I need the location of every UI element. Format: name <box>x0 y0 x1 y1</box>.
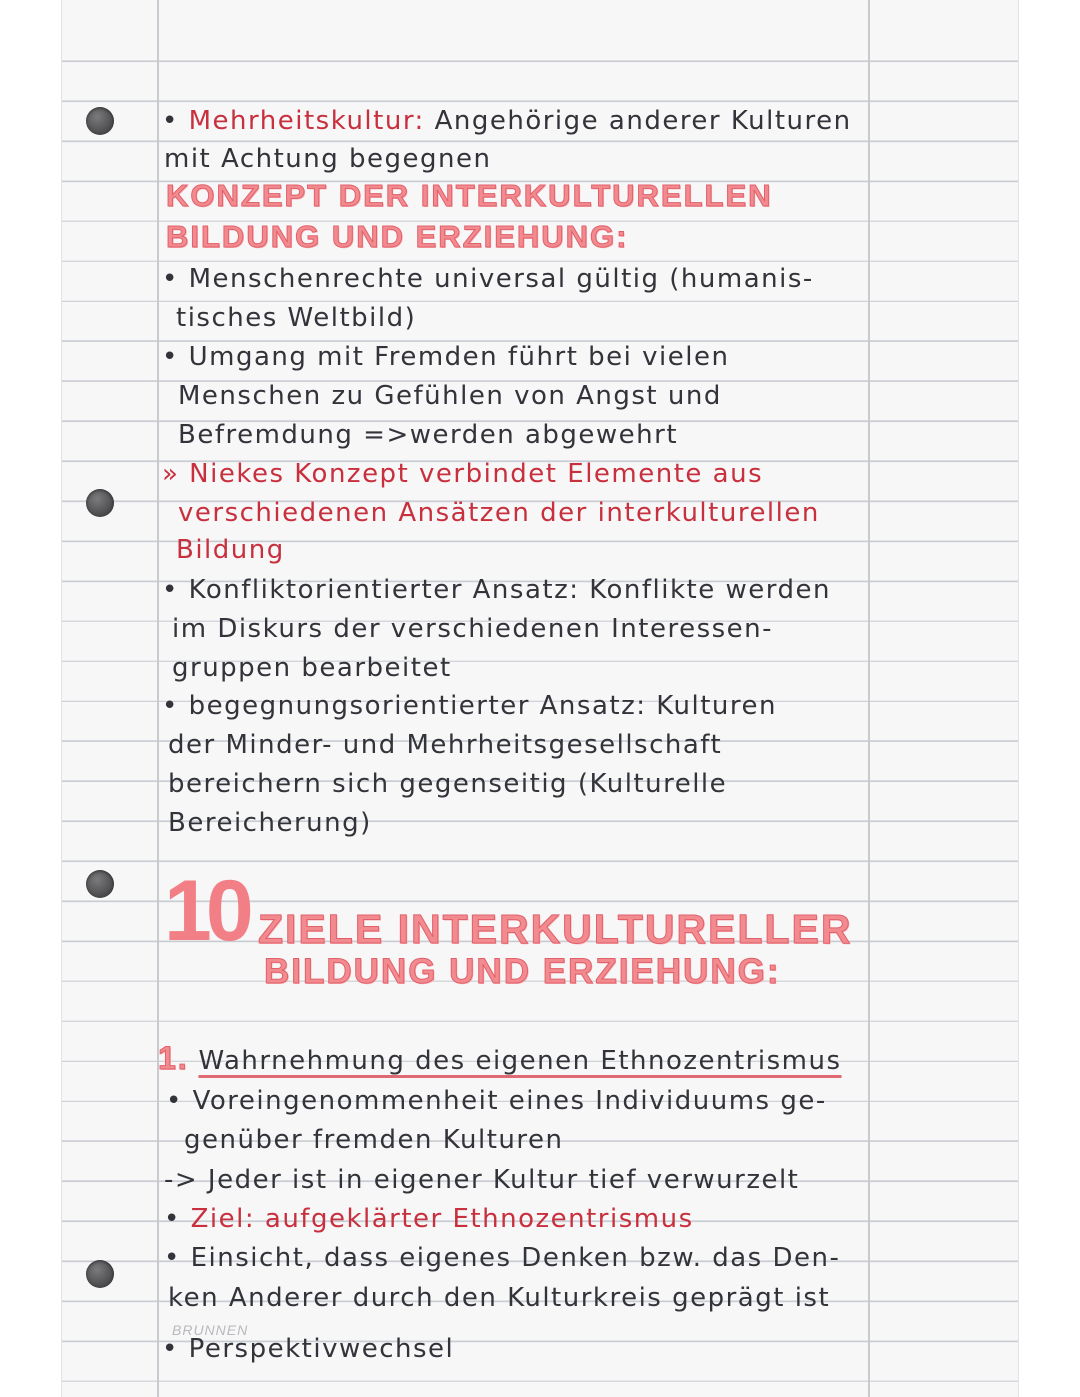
text-line: mit Achtung begegnen <box>164 144 492 174</box>
punch-hole <box>86 107 114 135</box>
subsection-title-text: Wahrnehmung des eigenen Ethnozentrismus <box>198 1046 842 1076</box>
text-line: • Mehrheitskultur: Angehörige anderer Kulturen <box>162 106 852 136</box>
text-line: bereichern sich gegenseitig (Kulturelle <box>168 769 728 799</box>
text-span: begegnungsorientierter Ansatz: Kulturen <box>188 691 777 721</box>
punch-hole <box>86 489 114 517</box>
subsection-title <box>158 1040 842 1077</box>
text-line: im Diskurs der verschiedenen Interessen- <box>172 614 774 644</box>
text-line: Menschen zu Gefühlen von Angst und <box>178 381 722 411</box>
left-margin-line <box>157 0 159 1397</box>
text-span: Ziel: aufgeklärter Ethnozentrismus <box>190 1204 694 1234</box>
punch-hole <box>86 870 114 898</box>
text-line: genüber fremden Kulturen <box>184 1125 564 1155</box>
section-heading: KONZEPT DER INTERKULTURELLEN <box>166 178 773 213</box>
text-span: Umgang mit Fremden führt bei vielen <box>188 342 730 372</box>
chapter-heading: BILDUNG UND ERZIEHUNG: <box>264 952 781 991</box>
right-margin-line <box>868 0 870 1397</box>
text-line: • Perspektivwechsel <box>162 1334 455 1364</box>
text-line: • Konfliktorientierter Ansatz: Konflikte werden <box>162 575 831 605</box>
brand-stamp: BRUNNEN <box>172 1322 249 1338</box>
text-line: gruppen bearbeitet <box>172 653 452 683</box>
text-line: • Umgang mit Fremden führt bei vielen <box>162 342 730 372</box>
text-line: • Ziel: aufgeklärter Ethnozentrismus <box>164 1204 694 1234</box>
text-span: Menschenrechte universal gültig (humanis- <box>188 264 814 294</box>
text-line: Bereicherung) <box>168 808 372 838</box>
section-heading: BILDUNG UND ERZIEHUNG: <box>166 219 629 254</box>
text-line: » Niekes Konzept verbindet Elemente aus <box>162 459 764 489</box>
text-line: • begegnungsorientierter Ansatz: Kulturen <box>162 691 777 721</box>
chapter-heading: ZIELE INTERKULTURELLER <box>258 906 853 952</box>
term-label: Mehrheitskultur: <box>188 106 425 136</box>
text-line: Bildung <box>176 535 285 565</box>
text-span: Einsicht, dass eigenes Denken bzw. das Den- <box>190 1243 841 1273</box>
subsection-number: 1. <box>158 1040 189 1076</box>
text-line: verschiedenen Ansätzen der interkulturellen <box>178 498 820 528</box>
text-span: Perspektivwechsel <box>188 1334 455 1364</box>
text-line: ken Anderer durch den Kulturkreis geprägt ist <box>168 1283 831 1313</box>
text-line: • Einsicht, dass eigenes Denken bzw. das Den- <box>164 1243 841 1273</box>
chapter-number: 10 <box>164 863 248 959</box>
text-line: Befremdung =>werden abgewehrt <box>178 420 679 450</box>
punch-hole <box>86 1260 114 1288</box>
text-line: -> Jeder ist in eigener Kultur tief verwurzelt <box>164 1165 800 1195</box>
text-span: Voreingenommenheit eines Individuums ge- <box>192 1086 827 1116</box>
text-line: tisches Weltbild) <box>176 303 417 333</box>
text-line: • Voreingenommenheit eines Individuums ge- <box>166 1086 827 1116</box>
text-span: Angehörige anderer Kulturen <box>434 106 852 136</box>
text-line: der Minder- und Mehrheitsgesellschaft <box>168 730 723 760</box>
text-line: • Menschenrechte universal gültig (humanis- <box>162 264 814 294</box>
text-span: Konfliktorientierter Ansatz: Konflikte werden <box>188 575 831 605</box>
